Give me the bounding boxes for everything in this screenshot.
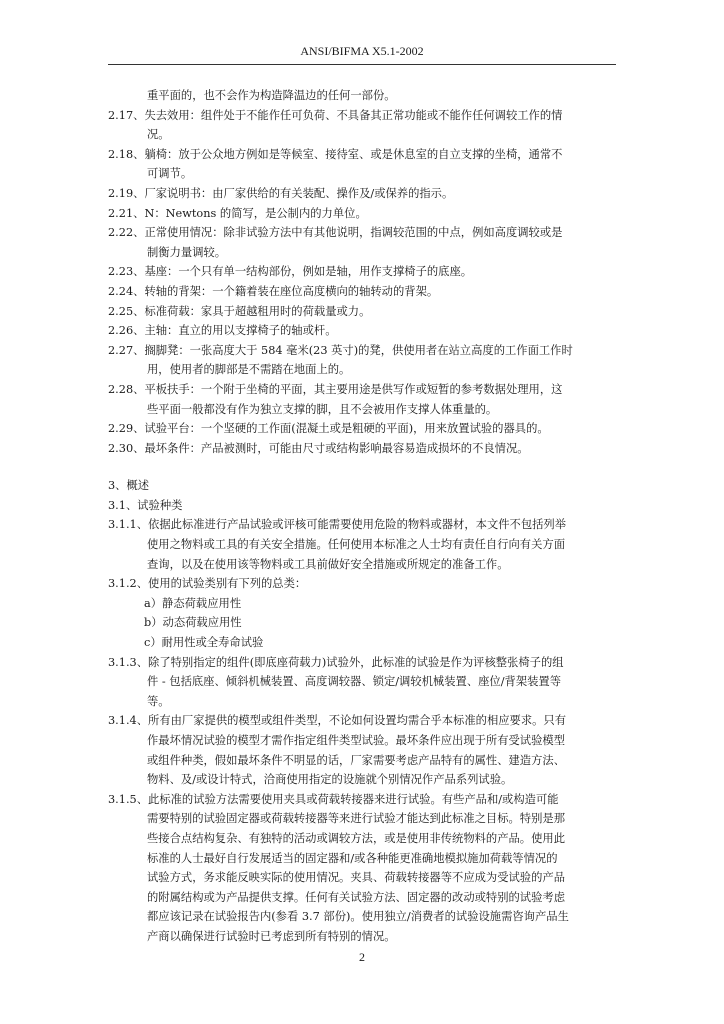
document-body bbox=[108, 86, 616, 947]
text-line: 重平面的，也不会作为构造降温边的任何一部份。 bbox=[147, 89, 396, 102]
text-line: 等。 bbox=[147, 694, 170, 708]
clause-2-25: 2.25、标准荷载：家具于超越租用时的荷载量或力。 bbox=[108, 304, 371, 318]
text-line: 作最坏情况试验的模型才需作指定组件类型试验。最坏条件应出现于所有受试验模型 bbox=[147, 734, 565, 747]
text-line: 或组件种类，假如最坏条件不明显的话，厂家需要考虑产品特有的属性、建造方法、 bbox=[147, 753, 565, 767]
header-rule bbox=[108, 64, 616, 65]
clause-2-29: 2.29、试验平台：一个坚硬的工作面(混凝土或是粗硬的平面)，用来放置试验的器具的。 bbox=[108, 422, 549, 436]
page-number: 2 bbox=[359, 950, 365, 964]
text-line: 试验方式，务求能反映实际的使用情况。夹具、荷载转接器等不应成为受试验的产品 bbox=[147, 871, 565, 885]
text-line: 些接合点结构复杂、有独特的活动或调较方法，或是使用非传统物料的产品。使用此 bbox=[147, 831, 565, 845]
clause-2-23: 2.23、基座：一个只有单一结构部份，例如是轴，用作支撑椅子的底座。 bbox=[108, 265, 473, 279]
clause-3-1: 3.1、试验种类 bbox=[108, 498, 183, 512]
text-line: 查询，以及在使用该等物料或工具前做好安全措施或所规定的准备工作。 bbox=[147, 557, 509, 571]
text-line: 产商以确保进行试验时已考虑到所有特别的情况。 bbox=[147, 929, 396, 943]
clause-2-27: 2.27、搁脚凳：一张高度大于 584 毫米(23 英寸)的凳，供使用者在站立高度的工作面工作时 bbox=[108, 343, 573, 357]
clause-2-30: 2.30、最坏条件：产品被测时，可能由尺寸或结构影响最容易造成损坏的不良情况。 bbox=[108, 441, 529, 455]
clause-3-1-4: 3.1.4、所有由厂家提供的模型或组件类型，不论如何设置均需合乎本标准的相应要求。只有 bbox=[108, 714, 567, 728]
clause-2-22: 2.22、正常使用情况：除非试验方法中有其他说明，指调较范围的中点，例如高度调较或是 bbox=[108, 226, 563, 240]
list-item-b: b）动态荷载应用性 bbox=[144, 616, 242, 630]
list-item-c: c）耐用性或全寿命试验 bbox=[144, 636, 264, 650]
text-line: 用，使用者的脚部是不需踏在地面上的。 bbox=[147, 363, 351, 377]
section-gap bbox=[108, 458, 616, 476]
list-item-a: a）静态荷载应用性 bbox=[144, 596, 242, 610]
text-line: 可调节。 bbox=[147, 167, 193, 181]
text-line: 况。 bbox=[147, 128, 170, 142]
clause-2-21: 2.21、N：Newtons 的简写，是公制内的力单位。 bbox=[108, 206, 367, 220]
clause-2-28: 2.28、平板扶手：一个附于坐椅的平面，其主要用途是供写作或短暂的参考数据处理用，这 bbox=[108, 382, 563, 396]
clause-3-1-5: 3.1.5、此标准的试验方法需要使用夹具或荷载转接器来进行试验。有些产品和/或构造可能 bbox=[108, 792, 559, 806]
clause-2-17: 2.17、失去效用：组件处于不能作任可负荷、不具备其正常功能或不能作任何调较工作的情 bbox=[108, 108, 563, 122]
text-line: 件 - 包括底座、倾斜机械装置、高度调较器、锁定/调较机械装置、座位/背架装置等 bbox=[147, 675, 562, 689]
clause-2-18: 2.18、躺椅：放于公众地方例如是等候室、接待室、或是休息室的自立支撑的坐椅，通常不 bbox=[108, 147, 563, 161]
page-header: ANSI/BIFMA X5.1-2002 bbox=[300, 44, 424, 58]
text-line: 使用之物料或工具的有关安全措施。任何使用本标准之人士均有责任自行向有关方面 bbox=[147, 538, 565, 552]
text-line: 都应该记录在试验报告内(参看 3.7 部份)。使用独立/消费者的试验设施需咨询产品生 bbox=[147, 910, 569, 924]
text-line: 些平面一般都没有作为独立支撑的脚，且不会被用作支撑人体重量的。 bbox=[147, 402, 498, 416]
text-line: 需要特别的试验固定器或荷载转接器等来进行试验才能达到此标准之目标。特别是那 bbox=[147, 812, 565, 826]
text-line: 物料、及/或设计特式，洽商使用指定的设施就个别情况作产品系列试验。 bbox=[147, 773, 513, 787]
clause-3-1-2: 3.1.2、使用的试验类别有下列的总类： bbox=[108, 577, 307, 591]
clause-3-1-3: 3.1.3、除了特别指定的组件(即底座荷载力)试验外，此标准的试验是作为评核整张椅子的组 bbox=[108, 655, 564, 669]
clause-2-19: 2.19、厂家说明书：由厂家供给的有关装配、操作及/或保养的指示。 bbox=[108, 186, 454, 200]
text-line: 制衡力量调较。 bbox=[147, 245, 227, 259]
section-3-heading: 3、概述 bbox=[108, 479, 150, 493]
clause-2-24: 2.24、转轴的背架：一个籍着装在座位高度横向的轴转动的背架。 bbox=[108, 284, 439, 298]
text-line: 标准的人士最好自行发展适当的固定器和/或各种能更准确地模拟施加荷载等情况的 bbox=[147, 851, 558, 865]
text-line: 的附属结构或为产品提供支撑。任何有关试验方法、固定器的改动或特别的试验考虑 bbox=[147, 890, 565, 904]
clause-3-1-1: 3.1.1、依据此标准进行产品试验或评核可能需要使用危险的物料或器材，本文件不包括列举 bbox=[108, 518, 567, 532]
clause-2-26: 2.26、主轴：直立的用以支撑椅子的轴或杆。 bbox=[108, 324, 337, 338]
